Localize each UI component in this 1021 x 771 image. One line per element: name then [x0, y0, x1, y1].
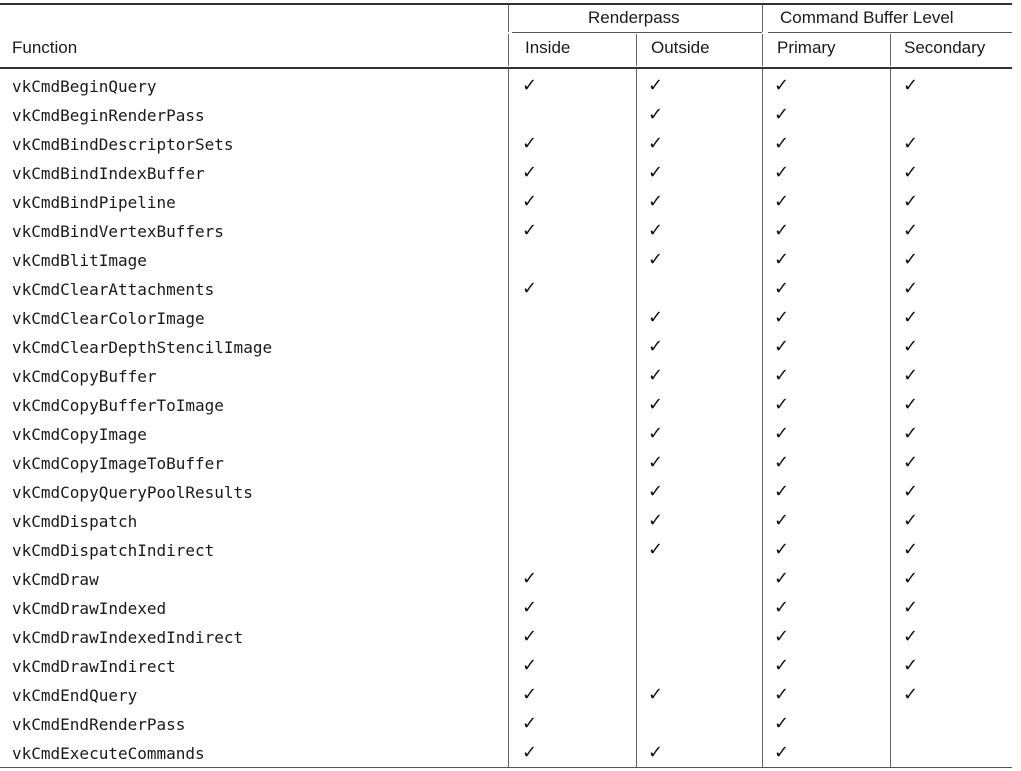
check-mark-inside: ✓ — [522, 626, 538, 647]
check-mark-primary: ✓ — [774, 365, 790, 386]
check-mark-inside: ✓ — [522, 713, 538, 734]
table-row — [0, 537, 1012, 566]
check-mark-secondary: ✓ — [903, 249, 919, 270]
table-row — [0, 392, 1012, 421]
check-mark-inside: ✓ — [522, 597, 538, 618]
function-name: vkCmdEndRenderPass — [12, 715, 186, 734]
check-mark-secondary: ✓ — [903, 539, 919, 560]
table-bottom-rule — [0, 767, 1012, 768]
check-mark-primary: ✓ — [774, 684, 790, 705]
check-mark-primary: ✓ — [774, 423, 790, 444]
check-mark-outside: ✓ — [648, 423, 664, 444]
primary-column-header: Primary — [777, 38, 836, 57]
check-mark-outside: ✓ — [648, 104, 664, 125]
function-name: vkCmdBeginQuery — [12, 77, 157, 96]
table-row — [0, 566, 1012, 595]
check-mark-inside: ✓ — [522, 191, 538, 212]
check-mark-primary: ✓ — [774, 75, 790, 96]
outside-column-header: Outside — [651, 38, 710, 57]
check-mark-secondary: ✓ — [903, 75, 919, 96]
table-row — [0, 624, 1012, 653]
check-mark-outside: ✓ — [648, 191, 664, 212]
column-divider-secondary — [890, 34, 891, 66]
check-mark-outside: ✓ — [648, 336, 664, 357]
function-name: vkCmdBindVertexBuffers — [12, 222, 224, 241]
table-row — [0, 102, 1012, 131]
renderpass-group-header: Renderpass — [588, 8, 680, 27]
check-mark-outside: ✓ — [648, 162, 664, 183]
check-mark-primary: ✓ — [774, 626, 790, 647]
check-mark-outside: ✓ — [648, 742, 664, 763]
check-mark-primary: ✓ — [774, 133, 790, 154]
check-mark-outside: ✓ — [648, 75, 664, 96]
table-row — [0, 305, 1012, 334]
function-name: vkCmdBeginRenderPass — [12, 106, 205, 125]
table-top-rule — [0, 3, 1012, 5]
header-divider-left — [508, 5, 509, 32]
table-row — [0, 450, 1012, 479]
table-row — [0, 334, 1012, 363]
check-mark-inside: ✓ — [522, 278, 538, 299]
check-mark-outside: ✓ — [648, 539, 664, 560]
function-name: vkCmdCopyImage — [12, 425, 147, 444]
function-name: vkCmdClearColorImage — [12, 309, 205, 328]
table-row — [0, 711, 1012, 740]
function-name: vkCmdClearDepthStencilImage — [12, 338, 273, 357]
check-mark-primary: ✓ — [774, 713, 790, 734]
check-mark-primary: ✓ — [774, 568, 790, 589]
function-name: vkCmdCopyImageToBuffer — [12, 454, 224, 473]
check-mark-secondary: ✓ — [903, 133, 919, 154]
check-mark-secondary: ✓ — [903, 191, 919, 212]
check-mark-outside: ✓ — [648, 452, 664, 473]
check-mark-secondary: ✓ — [903, 597, 919, 618]
table-row — [0, 276, 1012, 305]
check-mark-inside: ✓ — [522, 133, 538, 154]
check-mark-inside: ✓ — [522, 742, 538, 763]
check-mark-outside: ✓ — [648, 394, 664, 415]
check-mark-outside: ✓ — [648, 133, 664, 154]
function-name: vkCmdEndQuery — [12, 686, 138, 705]
function-name: vkCmdCopyBuffer — [12, 367, 157, 386]
check-mark-inside: ✓ — [522, 684, 538, 705]
function-name: vkCmdCopyQueryPoolResults — [12, 483, 253, 502]
check-mark-primary: ✓ — [774, 539, 790, 560]
column-divider-primary — [762, 34, 763, 66]
function-name: vkCmdExecuteCommands — [12, 744, 205, 763]
table-row — [0, 682, 1012, 711]
function-name: vkCmdBlitImage — [12, 251, 147, 270]
function-name: vkCmdClearAttachments — [12, 280, 215, 299]
cbl-group-underline — [768, 32, 1012, 33]
check-mark-secondary: ✓ — [903, 626, 919, 647]
check-mark-primary: ✓ — [774, 278, 790, 299]
check-mark-secondary: ✓ — [903, 510, 919, 531]
check-mark-outside: ✓ — [648, 249, 664, 270]
check-mark-secondary: ✓ — [903, 452, 919, 473]
command-buffer-level-group-header: Command Buffer Level — [780, 8, 954, 27]
table-row — [0, 421, 1012, 450]
check-mark-secondary: ✓ — [903, 365, 919, 386]
check-mark-primary: ✓ — [774, 481, 790, 502]
header-divider-mid — [762, 5, 763, 32]
check-mark-inside: ✓ — [522, 568, 538, 589]
check-mark-secondary: ✓ — [903, 336, 919, 357]
check-mark-primary: ✓ — [774, 510, 790, 531]
function-name: vkCmdDraw — [12, 570, 99, 589]
table-row — [0, 740, 1012, 769]
check-mark-secondary: ✓ — [903, 394, 919, 415]
table-row — [0, 218, 1012, 247]
table-row — [0, 508, 1012, 537]
check-mark-inside: ✓ — [522, 655, 538, 676]
check-mark-outside: ✓ — [648, 510, 664, 531]
check-mark-primary: ✓ — [774, 191, 790, 212]
function-name: vkCmdBindPipeline — [12, 193, 176, 212]
check-mark-secondary: ✓ — [903, 162, 919, 183]
check-mark-primary: ✓ — [774, 452, 790, 473]
check-mark-outside: ✓ — [648, 684, 664, 705]
check-mark-primary: ✓ — [774, 394, 790, 415]
table-row — [0, 653, 1012, 682]
table-row — [0, 73, 1012, 102]
check-mark-primary: ✓ — [774, 104, 790, 125]
check-mark-secondary: ✓ — [903, 684, 919, 705]
check-mark-secondary: ✓ — [903, 481, 919, 502]
table-row — [0, 479, 1012, 508]
function-name: vkCmdDispatchIndirect — [12, 541, 215, 560]
check-mark-inside: ✓ — [522, 220, 538, 241]
check-mark-primary: ✓ — [774, 336, 790, 357]
function-name: vkCmdDrawIndexedIndirect — [12, 628, 244, 647]
check-mark-outside: ✓ — [648, 481, 664, 502]
check-mark-primary: ✓ — [774, 742, 790, 763]
check-mark-secondary: ✓ — [903, 307, 919, 328]
check-mark-secondary: ✓ — [903, 568, 919, 589]
check-mark-secondary: ✓ — [903, 423, 919, 444]
check-mark-outside: ✓ — [648, 365, 664, 386]
inside-column-header: Inside — [525, 38, 571, 57]
check-mark-primary: ✓ — [774, 249, 790, 270]
function-name: vkCmdDispatch — [12, 512, 138, 531]
check-mark-inside: ✓ — [522, 75, 538, 96]
table-row — [0, 160, 1012, 189]
function-name: vkCmdDrawIndirect — [12, 657, 176, 676]
check-mark-primary: ✓ — [774, 307, 790, 328]
renderpass-group-underline — [512, 32, 762, 33]
secondary-column-header: Secondary — [904, 38, 986, 57]
function-name: vkCmdBindIndexBuffer — [12, 164, 205, 183]
check-mark-secondary: ✓ — [903, 220, 919, 241]
check-mark-outside: ✓ — [648, 307, 664, 328]
function-name: vkCmdDrawIndexed — [12, 599, 167, 618]
check-mark-primary: ✓ — [774, 655, 790, 676]
function-name: vkCmdBindDescriptorSets — [12, 135, 234, 154]
check-mark-outside: ✓ — [648, 220, 664, 241]
column-divider-outside — [636, 34, 637, 66]
check-mark-secondary: ✓ — [903, 278, 919, 299]
check-mark-primary: ✓ — [774, 220, 790, 241]
check-mark-secondary: ✓ — [903, 655, 919, 676]
table-row — [0, 363, 1012, 392]
function-column-header: Function — [12, 38, 78, 57]
check-mark-inside: ✓ — [522, 162, 538, 183]
table-header-rule — [0, 67, 1012, 69]
column-divider-inside — [508, 34, 509, 66]
table-row — [0, 189, 1012, 218]
table-row — [0, 247, 1012, 276]
function-name: vkCmdCopyBufferToImage — [12, 396, 224, 415]
table-row — [0, 595, 1012, 624]
check-mark-primary: ✓ — [774, 597, 790, 618]
table-row — [0, 131, 1012, 160]
check-mark-primary: ✓ — [774, 162, 790, 183]
